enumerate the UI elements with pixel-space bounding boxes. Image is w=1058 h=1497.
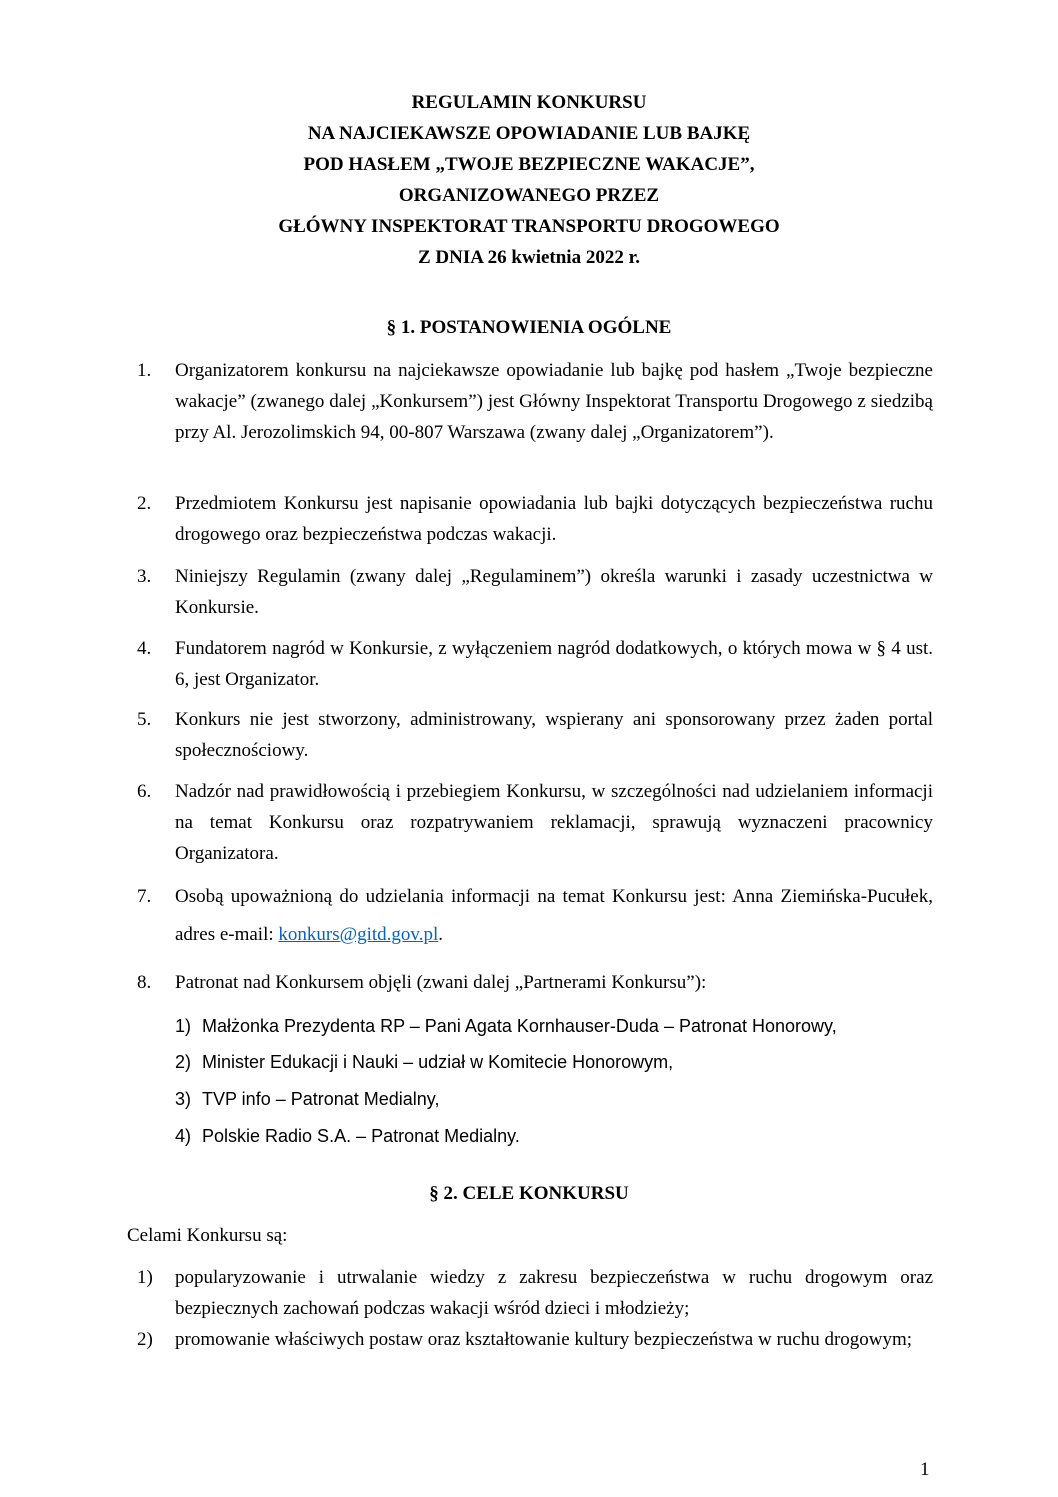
item-text: Patronat nad Konkursem objęli (zwani dalej „Partnerami Konkursu”): xyxy=(175,972,707,993)
patron-number: 3) xyxy=(175,1089,192,1109)
section-intro: Celami Konkursu są: xyxy=(127,1225,288,1246)
list-item xyxy=(137,704,933,766)
item-number: 6. xyxy=(137,781,152,802)
title-line: REGULAMIN KONKURSU xyxy=(411,92,647,113)
patron-number: 1) xyxy=(175,1016,192,1036)
patron-item xyxy=(175,1124,935,1148)
title-line: GŁÓWNY INSPEKTORAT TRANSPORTU DROGOWEGO xyxy=(278,216,780,237)
title-line: POD HASŁEM „TWOJE BEZPIECZNE WAKACJE”, xyxy=(303,154,755,175)
document-title xyxy=(0,87,1058,273)
item-number: 3. xyxy=(137,566,152,587)
goal-text: popularyzowanie i utrwalanie wiedzy z zakresu bezpieczeństwa w ruchu drogowym oraz bezpiecznych zachowań podczas wakacji wśród dzieci i młodzieży; xyxy=(175,1267,933,1319)
section-heading: § 1. POSTANOWIENIA OGÓLNE xyxy=(386,317,672,338)
item-text: Przedmiotem Konkursu jest napisanie opowiadania lub bajki dotyczących bezpieczeństwa ruchu drogowego oraz bezpieczeństwa podczas wakacji. xyxy=(175,493,933,545)
section-heading: § 2. CELE KONKURSU xyxy=(429,1183,629,1204)
title-line: Z DNIA 26 kwietnia 2022 r. xyxy=(417,247,641,268)
goal-item xyxy=(137,1324,933,1355)
item-text-part: . xyxy=(438,924,443,945)
item-text: Fundatorem nagród w Konkursie, z wyłączeniem nagród dodatkowych, o których mowa w § 4 ust. 6, jest Organizator. xyxy=(175,638,933,690)
item-text: Niniejszy Regulamin (zwany dalej „Regulaminem”) określa warunki i zasady uczestnictwa w Konkursie. xyxy=(175,566,933,618)
list-item xyxy=(137,878,933,954)
item-number: 8. xyxy=(137,972,152,993)
item-number: 4. xyxy=(137,638,152,659)
list-item xyxy=(137,967,933,998)
goal-number: 2) xyxy=(137,1329,153,1350)
item-number: 1. xyxy=(137,360,152,381)
list-item xyxy=(137,561,933,623)
title-line: NA NAJCIEKAWSZE OPOWIADANIE LUB BAJKĘ xyxy=(307,123,751,144)
title-line: ORGANIZOWANEGO PRZEZ xyxy=(398,185,660,206)
patron-number: 2) xyxy=(175,1052,192,1072)
list-item xyxy=(137,488,933,550)
patron-text: Polskie Radio S.A. – Patronat Medialny. xyxy=(202,1126,520,1146)
item-text xyxy=(175,878,933,954)
goal-text: promowanie właściwych postaw oraz kształtowanie kultury bezpieczeństwa w ruchu drogowym; xyxy=(175,1329,913,1350)
patron-text: Minister Edukacji i Nauki – udział w Komitecie Honorowym, xyxy=(202,1052,674,1072)
item-text: Nadzór nad prawidłowością i przebiegiem Konkursu, w szczególności nad udzielaniem informacji na temat Konkursu oraz rozpatrywaniem reklamacji, sprawują wyznaczeni pracownicy Organizatora. xyxy=(175,781,933,864)
item-number: 2. xyxy=(137,493,152,514)
patron-item xyxy=(175,1087,935,1111)
list-item xyxy=(137,355,933,448)
patron-item xyxy=(175,1014,935,1038)
patron-text: Małżonka Prezydenta RP – Pani Agata Kornhauser-Duda – Patronat Honorowy, xyxy=(202,1016,837,1036)
page-number: 1 xyxy=(920,1459,930,1480)
list-item xyxy=(137,776,933,869)
patron-item xyxy=(175,1050,935,1074)
list-item xyxy=(137,633,933,695)
item-text-part: Osobą upoważnioną do udzielania informacji na temat Konkursu jest: Anna Ziemińska-Pucułek, adres e-mail: xyxy=(175,886,933,945)
item-text: Konkurs nie jest stworzony, administrowany, wspierany ani sponsorowany przez żaden portal społecznościowy. xyxy=(175,709,933,761)
item-number: 5. xyxy=(137,709,152,730)
email-link[interactable]: konkurs@gitd.gov.pl xyxy=(278,924,439,945)
item-text: Organizatorem konkursu na najciekawsze opowiadanie lub bajkę pod hasłem „Twoje bezpieczne wakacje” (zwanego dalej „Konkursem”) jest Główny Inspektorat Transportu Drogowego z siedzibą przy Al. Jerozolimskich 94, 00-807 Warszawa (zwany dalej „Organizatorem”). xyxy=(175,360,933,443)
goal-item xyxy=(137,1262,933,1324)
item-number: 7. xyxy=(137,886,152,907)
goal-number: 1) xyxy=(137,1267,153,1288)
patron-number: 4) xyxy=(175,1126,192,1146)
patron-text: TVP info – Patronat Medialny, xyxy=(202,1089,440,1109)
